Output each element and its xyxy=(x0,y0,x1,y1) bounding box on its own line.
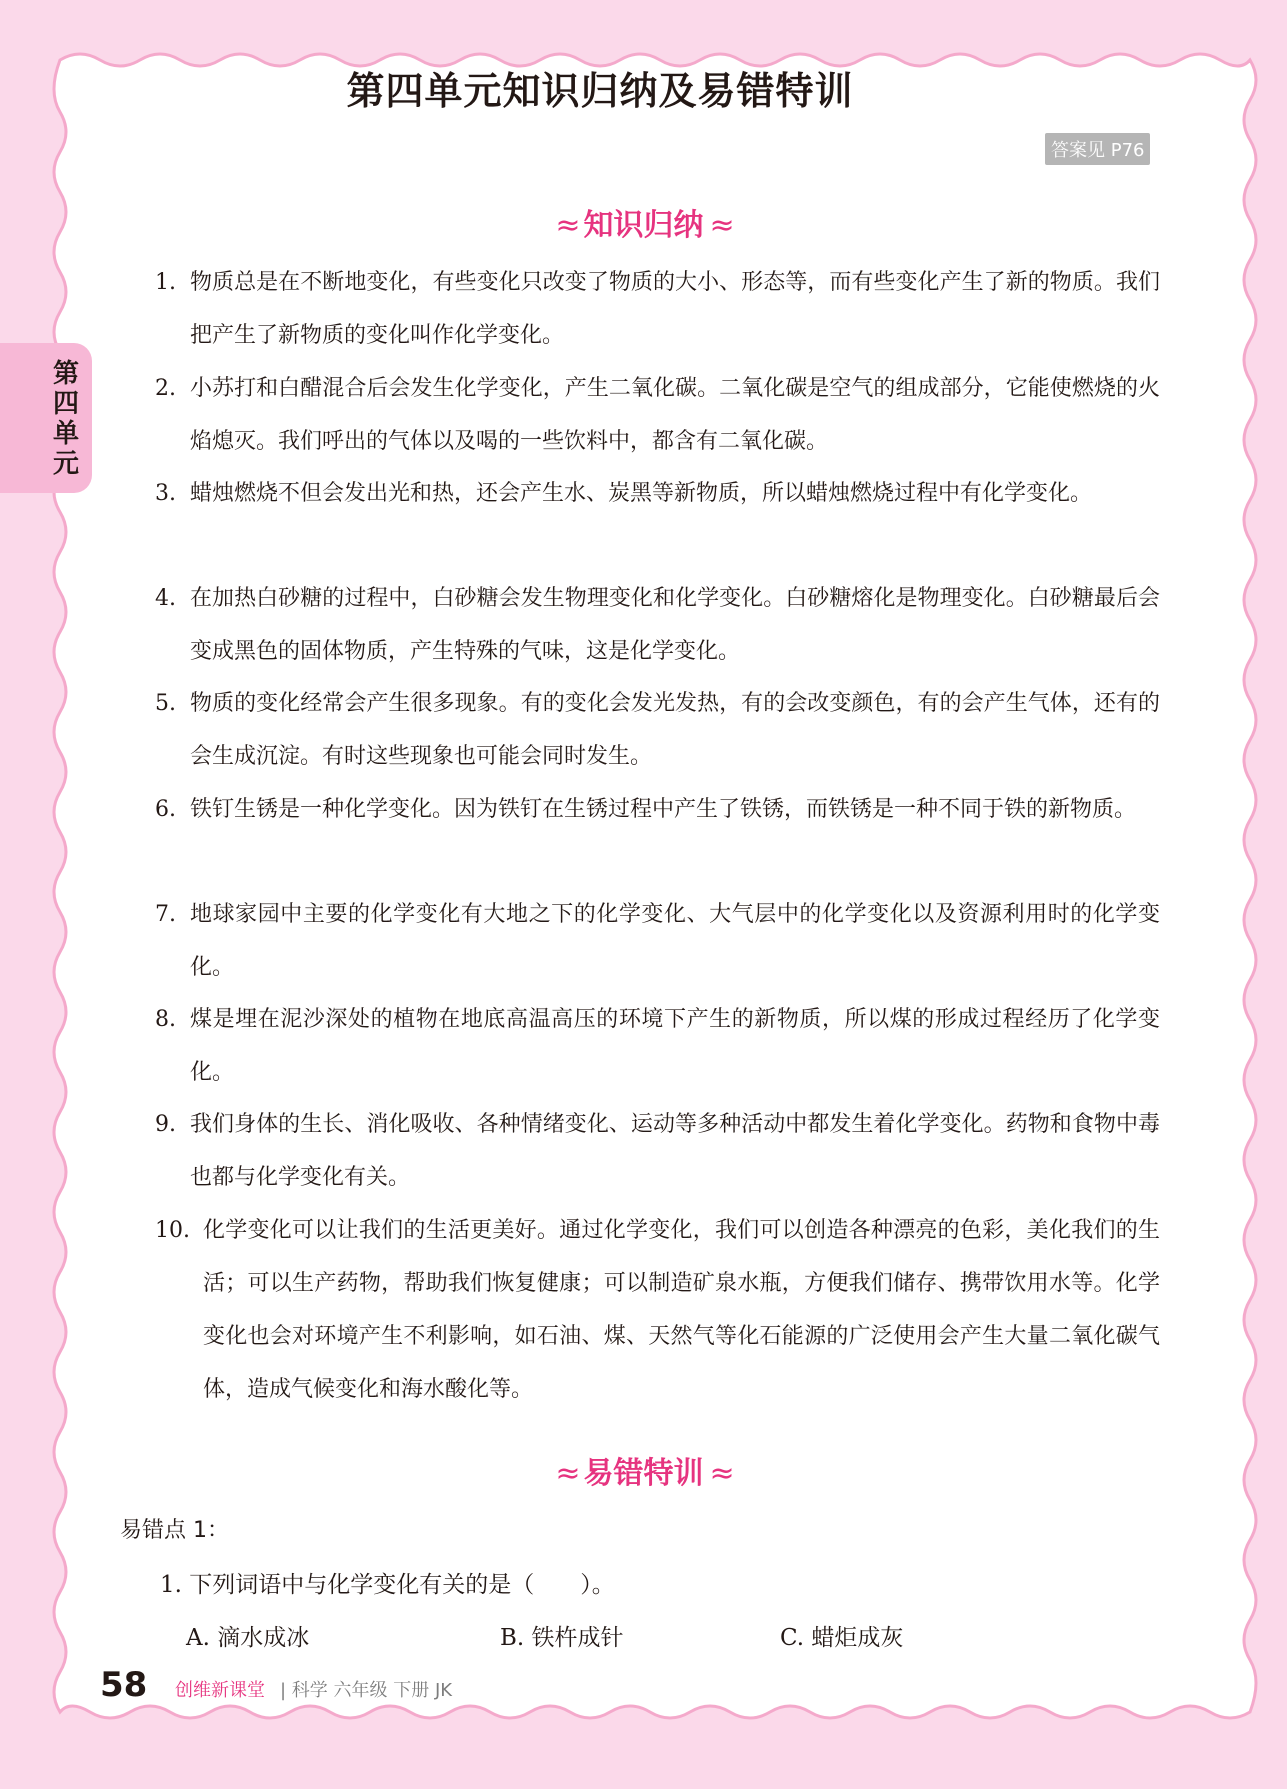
item-text: 我们身体的生长、消化吸收、各种情绪变化、运动等多种活动中都发生着化学变化。药物和食物中毒也都与化学变化有关。 xyxy=(190,1112,1160,1190)
page-title: 第四单元知识归纳及易错特训 xyxy=(346,69,854,113)
option-b: B. 铁杵成针 xyxy=(500,1625,624,1651)
brand-name: 创维新课堂 xyxy=(175,1680,265,1701)
book-info: | 科学 六年级 下册 JK xyxy=(280,1680,453,1701)
item-number: 6. xyxy=(155,797,176,822)
wave-right-icon: ≈ xyxy=(709,208,732,243)
wave-right-icon: ≈ xyxy=(709,1456,732,1491)
item-number: 8. xyxy=(155,1007,176,1032)
section-title-errors: 易错特训 xyxy=(583,1456,704,1491)
item-number: 9. xyxy=(155,1112,176,1137)
error-point-label: 易错点 1： xyxy=(120,1518,229,1543)
item-text: 物质总是在不断地变化，有些变化只改变了物质的大小、形态等，而有些变化产生了新的物质。我们把产生了新物质的变化叫作化学变化。 xyxy=(190,270,1160,348)
page-number: 58 xyxy=(100,1665,148,1705)
wave-left-icon: ≈ xyxy=(555,1456,578,1491)
option-c: C. 蜡炬成灰 xyxy=(780,1625,904,1651)
unit-side-tab xyxy=(0,343,92,493)
item-number: 3. xyxy=(155,481,176,506)
item-text: 煤是埋在泥沙深处的植物在地底高温高压的环境下产生的新物质，所以煤的形成过程经历了化学变化。 xyxy=(190,1007,1160,1085)
item-text: 在加热白砂糖的过程中，白砂糖会发生物理变化和化学变化。白砂糖熔化是物理变化。白砂糖最后会变成黑色的固体物质，产生特殊的气味，这是化学变化。 xyxy=(190,586,1160,664)
section-header-errors xyxy=(0,1448,1287,1492)
item-text: 化学变化可以让我们的生活更美好。通过化学变化，我们可以创造各种漂亮的色彩，美化我们的生活；可以生产药物，帮助我们恢复健康；可以制造矿泉水瓶，方便我们储存、携带饮用水等。化学变化也会对环境产生不利影响，如石油、煤、天然气等化石能源的广泛使用会产生大量二氧化碳气体，造成气候变化和海水酸化等。 xyxy=(203,1218,1160,1402)
section-title-knowledge: 知识归纳 xyxy=(583,208,704,243)
option-a: A. 滴水成冰 xyxy=(186,1625,310,1651)
item-number: 7. xyxy=(155,902,176,927)
item-text: 铁钉生锈是一种化学变化。因为铁钉在生锈过程中产生了铁锈，而铁锈是一种不同于铁的新物质。 xyxy=(190,797,1137,822)
item-text: 地球家园中主要的化学变化有大地之下的化学变化、大气层中的化学变化以及资源利用时的化学变化。 xyxy=(190,902,1160,980)
item-number: 1. xyxy=(155,270,176,295)
answer-reference-tag: 答案见 P76 xyxy=(1045,133,1150,165)
item-text: 小苏打和白醋混合后会发生化学变化，产生二氧化碳。二氧化碳是空气的组成部分，它能使燃烧的火焰熄灭。我们呼出的气体以及喝的一些饮料中，都含有二氧化碳。 xyxy=(190,376,1160,454)
item-number: 5. xyxy=(155,691,176,716)
item-number: 10. xyxy=(155,1218,190,1243)
item-number: 2. xyxy=(155,376,176,401)
question-stem: 1. 下列词语中与化学变化有关的是（ ）。 xyxy=(160,1572,615,1598)
section-header-knowledge xyxy=(0,200,1287,244)
item-number: 4. xyxy=(155,586,176,611)
item-text: 蜡烛燃烧不但会发出光和热，还会产生水、炭黑等新物质，所以蜡烛燃烧过程中有化学变化。 xyxy=(190,481,1093,506)
wave-left-icon: ≈ xyxy=(555,208,578,243)
item-text: 物质的变化经常会产生很多现象。有的变化会发光发热，有的会改变颜色，有的会产生气体，还有的会生成沉淀。有时这些现象也可能会同时发生。 xyxy=(190,691,1160,769)
unit-side-tab-label: 第四单元 xyxy=(52,359,79,479)
